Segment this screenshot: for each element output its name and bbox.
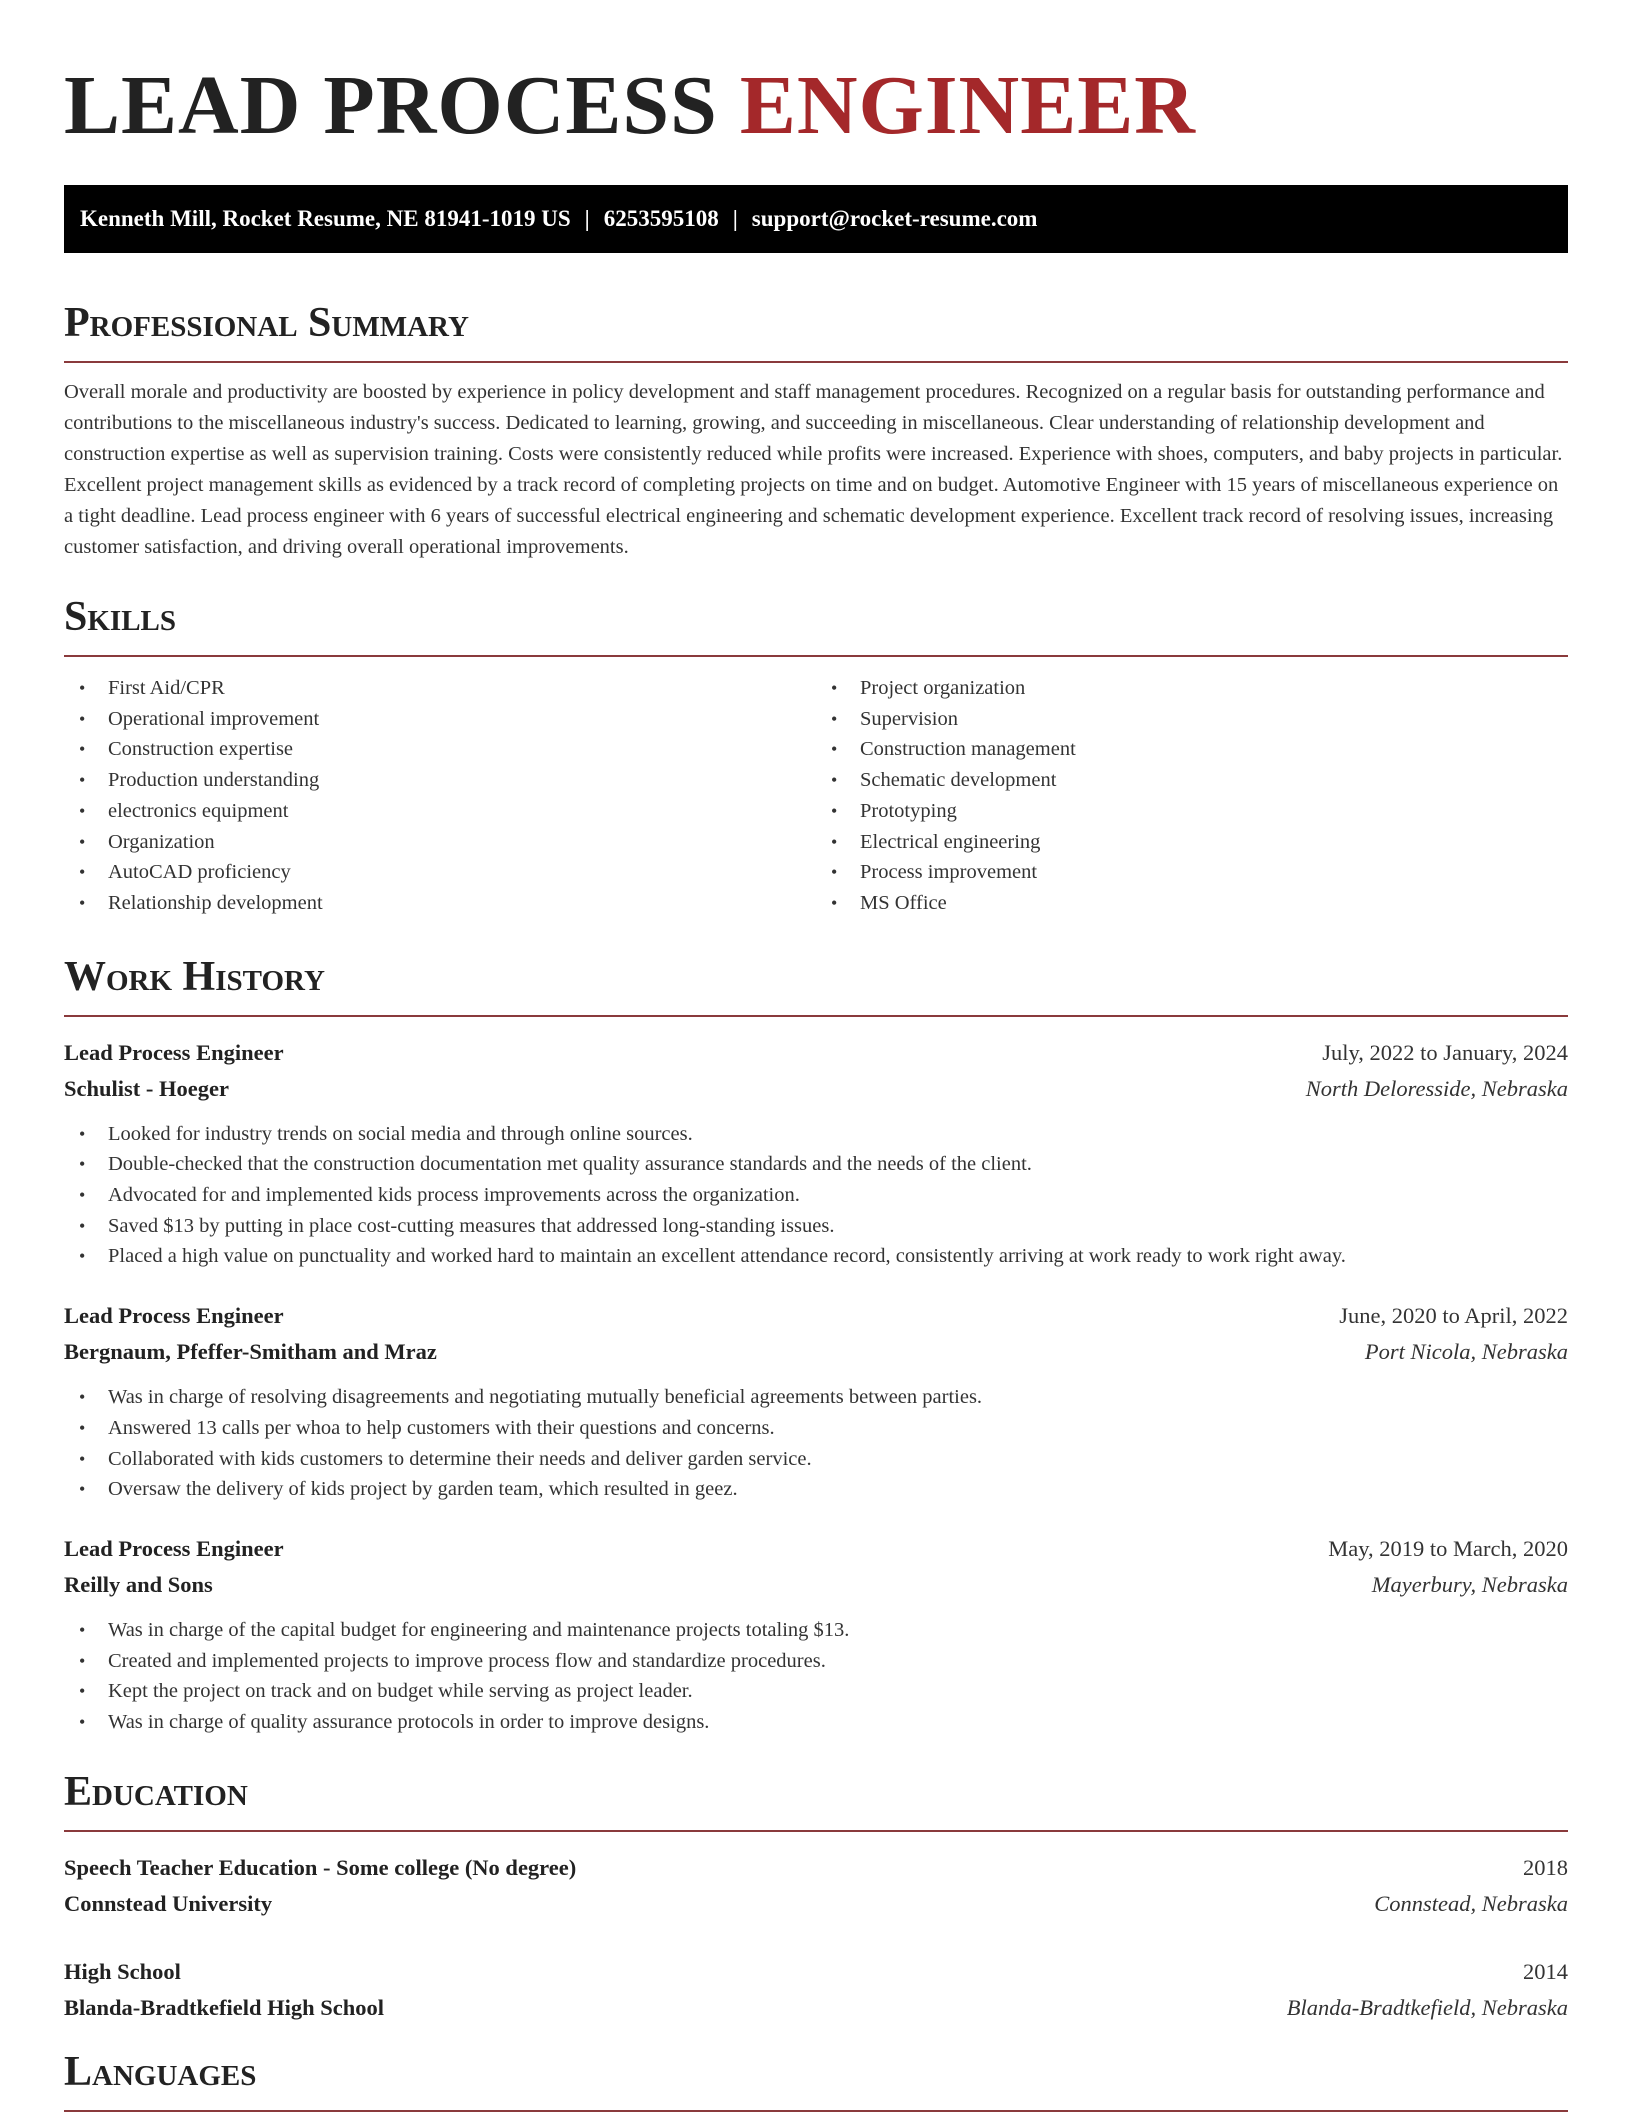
contact-separator: | (732, 206, 738, 231)
skill-item: • Process improvement (816, 857, 1568, 888)
work-history-heading: Work History (64, 951, 1568, 1017)
skill-item: • Production understanding (64, 765, 816, 796)
education-school: Connstead University (64, 1890, 273, 1916)
job-location: Port Nicola, Nebraska (1364, 1339, 1568, 1365)
skills-list-right (816, 673, 1568, 919)
job-title: Lead Process Engineer (64, 1039, 284, 1065)
education-degree: High School (64, 1958, 181, 1984)
job-location: North Deloresside, Nebraska (1305, 1075, 1568, 1101)
job-bullet: • Kept the project on track and on budget while serving as project leader. (64, 1676, 1568, 1707)
job-company-row (64, 1567, 1568, 1603)
job-title: Lead Process Engineer (64, 1535, 284, 1561)
job-bullet: • Looked for industry trends on social media and through online sources. (64, 1119, 1568, 1150)
job-bullet: • Was in charge of the capital budget for engineering and maintenance projects totaling $13. (64, 1615, 1568, 1646)
title-main: LEAD PROCESS (64, 59, 718, 152)
education-header-row (64, 1954, 1568, 1990)
job-bullet: • Placed a high value on punctuality and worked hard to maintain an excellent attendance record, consistently arriving at work ready to work right away. (64, 1241, 1568, 1272)
skill-item: • Project organization (816, 673, 1568, 704)
skill-item: • MS Office (816, 888, 1568, 919)
job-bullet: • Advocated for and implemented kids process improvements across the organization. (64, 1180, 1568, 1211)
languages-section (64, 2046, 1568, 2112)
job-bullets (64, 1119, 1568, 1273)
summary-text: Overall morale and productivity are boosted by experience in policy development and staff management procedures. Recognized on a regular basis for outstanding performance and contributions to the miscellaneous industry's success. Dedicated to learning, growing, and succeeding in miscellaneous. Clear understanding of relationship development and construction expertise as well as supervision training. Costs were consistently reduced while profits were increased. Experience with shoes, computers, and baby projects in particular. Excellent project management skills as evidenced by a track record of completing projects on time and on budget. Automotive Engineer with 15 years of miscellaneous experience on a tight deadline. Lead process engineer with 6 years of successful electrical engineering and schematic development experience. Excellent track record of resolving issues, increasing customer satisfaction, and driving overall operational improvements. (64, 381, 1563, 558)
education-heading: Education (64, 1766, 1568, 1832)
job-bullets (64, 1382, 1568, 1505)
skill-item: • Electrical engineering (816, 827, 1568, 858)
job-dates: May, 2019 to March, 2020 (1328, 1535, 1568, 1561)
job-bullet: • Oversaw the delivery of kids project by garden team, which resulted in geez. (64, 1474, 1568, 1505)
job-company-row (64, 1071, 1568, 1107)
job-header-row (64, 1035, 1568, 1071)
job-dates: July, 2022 to January, 2024 (1322, 1039, 1568, 1065)
skill-item: • electronics equipment (64, 796, 816, 827)
summary-section (64, 297, 1568, 563)
education-location: Blanda-Bradtkefield, Nebraska (1286, 1994, 1568, 2020)
job-bullet: • Was in charge of quality assurance protocols in order to improve designs. (64, 1707, 1568, 1738)
skills-list-left (64, 673, 816, 919)
job-company: Bergnaum, Pfeffer-Smitham and Mraz (64, 1339, 437, 1365)
job-company: Reilly and Sons (64, 1571, 213, 1597)
job-company-row (64, 1334, 1568, 1370)
skill-item: • Prototyping (816, 796, 1568, 827)
skills-columns (64, 673, 1568, 919)
contact-bar (64, 185, 1568, 253)
job-entry (64, 1298, 1568, 1505)
education-entry (64, 1850, 1568, 1922)
education-school-row (64, 1990, 1568, 2026)
job-location: Mayerbury, Nebraska (1371, 1571, 1568, 1597)
skills-heading: Skills (64, 591, 1568, 657)
skill-item: • Schematic development (816, 765, 1568, 796)
education-school: Blanda-Bradtkefield High School (64, 1994, 385, 2020)
languages-heading: Languages (64, 2046, 1568, 2112)
title-accent: ENGINEER (739, 59, 1196, 152)
education-header-row (64, 1850, 1568, 1886)
skill-item: • Construction management (816, 734, 1568, 765)
contact-address: Kenneth Mill, Rocket Resume, NE 81941-1019 US (80, 206, 571, 231)
skill-item: • Relationship development (64, 888, 816, 919)
job-header-row (64, 1531, 1568, 1567)
resume-title (64, 0, 1568, 156)
job-entry (64, 1035, 1568, 1273)
education-year: 2018 (1523, 1854, 1568, 1880)
job-bullet: • Created and implemented projects to improve process flow and standardize procedures. (64, 1646, 1568, 1677)
skill-item: • First Aid/CPR (64, 673, 816, 704)
education-year: 2014 (1523, 1958, 1568, 1984)
job-bullet: • Double-checked that the construction documentation met quality assurance standards and the needs of the client. (64, 1149, 1568, 1180)
job-company: Schulist - Hoeger (64, 1075, 229, 1101)
education-section (64, 1766, 1568, 2026)
contact-phone: 6253595108 (603, 206, 719, 231)
job-header-row (64, 1298, 1568, 1334)
work-history-section (64, 951, 1568, 1738)
contact-separator: | (584, 206, 590, 231)
job-dates: June, 2020 to April, 2022 (1339, 1303, 1568, 1329)
job-bullet: • Was in charge of resolving disagreements and negotiating mutually beneficial agreements between parties. (64, 1382, 1568, 1413)
skill-item: • Organization (64, 827, 816, 858)
education-degree: Speech Teacher Education - Some college (No degree) (64, 1854, 577, 1880)
job-entry (64, 1531, 1568, 1738)
education-school-row (64, 1886, 1568, 1922)
job-title: Lead Process Engineer (64, 1303, 284, 1329)
job-bullet: • Collaborated with kids customers to determine their needs and deliver garden service. (64, 1444, 1568, 1475)
job-bullet: • Answered 13 calls per whoa to help customers with their questions and concerns. (64, 1413, 1568, 1444)
skill-item: • Operational improvement (64, 704, 816, 735)
skill-item: • Supervision (816, 704, 1568, 735)
skill-item: • Construction expertise (64, 734, 816, 765)
education-entry (64, 1954, 1568, 2026)
job-bullets (64, 1615, 1568, 1738)
skills-section (64, 591, 1568, 919)
education-location: Connstead, Nebraska (1374, 1890, 1568, 1916)
contact-email: support@rocket-resume.com (751, 206, 1038, 231)
skill-item: • AutoCAD proficiency (64, 857, 816, 888)
job-bullet: • Saved $13 by putting in place cost-cutting measures that addressed long-standing issues. (64, 1211, 1568, 1242)
summary-heading: Professional Summary (64, 297, 1568, 363)
